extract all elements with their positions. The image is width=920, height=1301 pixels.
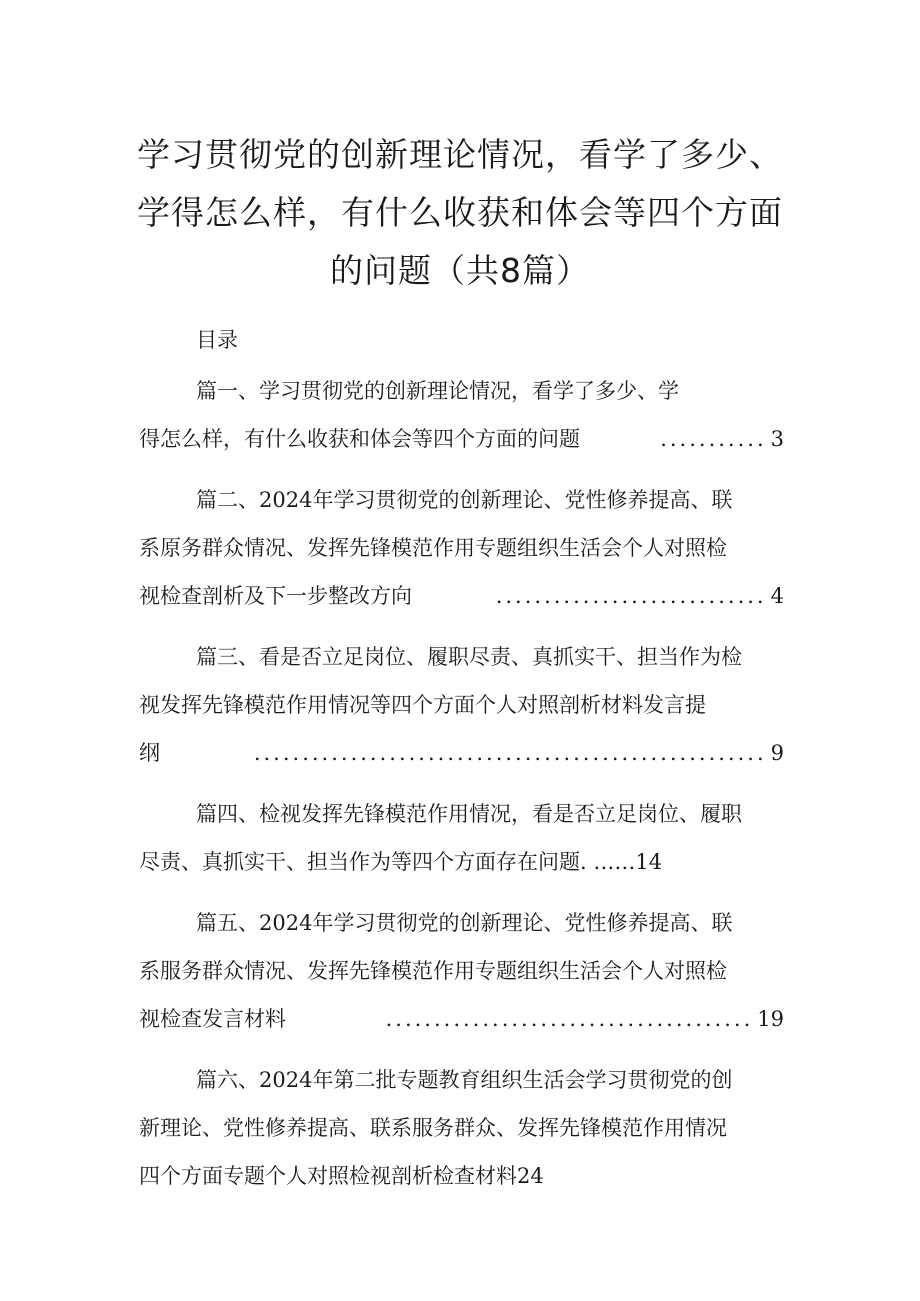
toc-entry-line [139, 790, 784, 838]
toc-entry-line [139, 681, 784, 729]
toc-page-number: 3 [770, 427, 784, 451]
toc-entry-1[interactable] [139, 367, 784, 463]
toc-page-number: 19 [757, 1007, 784, 1031]
toc-entry-text: 视检查剖析及下一步整改方向 [139, 584, 412, 608]
title-line: 的问题（共8篇） [330, 251, 590, 290]
toc-entry-line [139, 947, 784, 995]
toc-entry-line [139, 838, 784, 886]
toc-dot-leader: ........... [660, 427, 767, 451]
toc-entry-text: 得怎么样，有什么收获和体会等四个方面的问题 [139, 427, 580, 451]
toc-entry-line [139, 415, 784, 463]
toc-entry-line [139, 367, 784, 415]
toc-entry-text: 四个方面专题个人对照检视剖析检查材料24 [139, 1164, 544, 1188]
toc-entry-line [139, 899, 784, 947]
toc-entry-text: 篇三、看是否立足岗位、履职尽责、真抓实干、担当作为检 [196, 645, 742, 669]
title-line: 学得怎么样，有什么收获和体会等四个方面 [137, 193, 783, 232]
toc-entry-text: 视发挥先锋模范作用情况等四个方面个人对照剖析材料发言提 [139, 693, 706, 717]
toc-entry-4[interactable] [139, 790, 784, 886]
toc-entry-line [139, 1056, 784, 1104]
toc-entry-line [139, 1152, 784, 1200]
toc-entry-line [139, 1104, 784, 1152]
toc-entry-text: 尽责、真抓实干、担当作为等四个方面存在问题. ……14 [139, 850, 663, 874]
toc-entry-text: 篇二、2024年学习贯彻党的创新理论、党性修养提高、联 [196, 488, 733, 512]
toc-entry-6[interactable] [139, 1056, 784, 1200]
toc-page-number: 4 [770, 584, 784, 608]
title-line: 学习贯彻党的创新理论情况，看学了多少、 [137, 135, 783, 174]
toc-dot-leader: ...................................... [385, 1007, 754, 1031]
toc-page-number: 9 [770, 741, 784, 765]
toc-heading: 目录 [196, 328, 238, 352]
toc-dot-leader: ..................................................... [253, 741, 767, 765]
toc-entry-text: 纲 [139, 741, 160, 765]
toc-entry-text: 视检查发言材料 [139, 1007, 286, 1031]
toc-entry-text: 篇五、2024年学习贯彻党的创新理论、党性修养提高、联 [196, 911, 733, 935]
toc-entry-text: 篇六、2024年第二批专题教育组织生活会学习贯彻党的创 [196, 1068, 733, 1092]
toc-entry-line [139, 572, 784, 620]
toc-entry-line [139, 633, 784, 681]
toc-entry-3[interactable] [139, 633, 784, 777]
toc-entry-line [139, 995, 784, 1043]
table-of-contents [139, 367, 784, 1213]
toc-entry-line [139, 729, 784, 777]
toc-entry-line [139, 476, 784, 524]
toc-dot-leader: ............................ [495, 584, 767, 608]
document-title [120, 126, 800, 300]
toc-entry-text: 新理论、党性修养提高、联系服务群众、发挥先锋模范作用情况 [139, 1116, 727, 1140]
toc-entry-5[interactable] [139, 899, 784, 1043]
toc-entry-text: 系原务群众情况、发挥先锋模范作用专题组织生活会个人对照检 [139, 536, 727, 560]
toc-entry-line [139, 524, 784, 572]
toc-entry-text: 篇四、检视发挥先锋模范作用情况，看是否立足岗位、履职 [196, 802, 742, 826]
toc-entry-text: 篇一、学习贯彻党的创新理论情况，看学了多少、学 [196, 379, 679, 403]
toc-entry-2[interactable] [139, 476, 784, 620]
toc-entry-text: 系服务群众情况、发挥先锋模范作用专题组织生活会个人对照检 [139, 959, 727, 983]
